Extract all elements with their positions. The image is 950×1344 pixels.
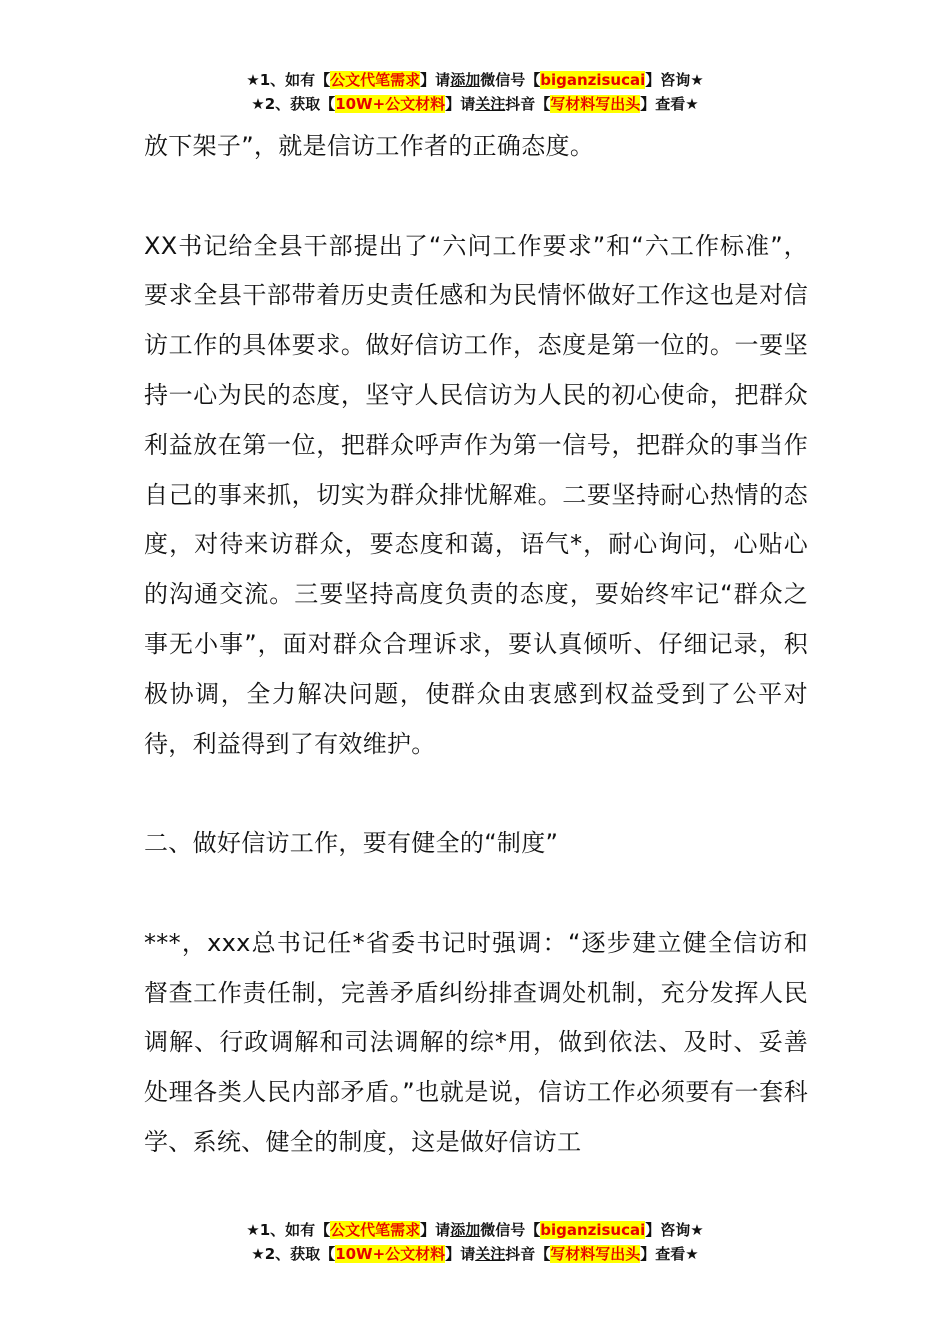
banner-text: 微信号【	[480, 1221, 541, 1239]
banner-text: 微信号【	[480, 71, 541, 89]
paragraph-gap	[144, 172, 808, 222]
paragraph-gap	[144, 769, 808, 819]
section-heading: 二、做好信访工作，要有健全的“制度”	[144, 829, 559, 858]
banner-text: 】请	[445, 1245, 476, 1263]
banner-text: ★2、获取【	[251, 95, 336, 113]
banner-text: 】查看★	[640, 1245, 699, 1263]
banner-text: ★2、获取【	[251, 1245, 336, 1263]
document-body	[144, 122, 808, 1208]
banner-text: 】咨询★	[645, 71, 704, 89]
banner-underline: 关注	[475, 95, 506, 113]
banner-line-1	[0, 68, 950, 92]
banner-line-1	[0, 1218, 950, 1242]
banner-highlight: 写材料写出头	[550, 1245, 641, 1263]
banner-highlight: 公文代笔需求	[330, 1221, 421, 1239]
banner-underline: 添加	[450, 1221, 481, 1239]
paragraph-gap	[144, 869, 808, 919]
paragraph: XX书记给全县干部提出了“六问工作要求”和“六工作标准”，要求全县干部带着历史责任感和为民情怀做好工作这也是对信访工作的具体要求。做好信访工作，态度是第一位的。一要坚持一心为民的态度，坚守人民信访为人民的初心使命，把群众利益放在第一位，把群众呼声作为第一信号，把群众的事当作自己的事来抓，切实为群众排忧解难。二要坚持耐心热情的态度，对待来访群众，要态度和蔼，语气*，耐心询问，心贴心的沟通交流。三要坚持高度负责的态度，要始终牢记“群众之事无小事”，面对群众合理诉求，要认真倾听、仔细记录，积极协调，全力解决问题，使群众由衷感到权益受到了公平对待，利益得到了有效维护。	[144, 231, 808, 758]
paragraph: ***，xxx总书记任*省委书记时强调：“逐步建立健全信访和督查工作责任制，完善矛盾纠纷排查调处机制，充分发挥人民调解、行政调解和司法调解的综*用，做到依法、及时、妥善处理各类人民内部矛盾。”也就是说，信访工作必须要有一套科学、系统、健全的制度，这是做好信访工	[144, 928, 808, 1156]
footer-banner	[0, 1218, 950, 1266]
banner-text: 抖音【	[505, 95, 551, 113]
banner-text: ★1、如有【	[246, 1221, 331, 1239]
banner-text: 】请	[420, 71, 451, 89]
banner-highlight: biganzisucai	[540, 71, 646, 89]
banner-highlight: 10W+公文材料	[335, 1245, 446, 1263]
header-banner	[0, 68, 950, 116]
banner-text: ★1、如有【	[246, 71, 331, 89]
banner-text: 抖音【	[505, 1245, 551, 1263]
banner-highlight: biganzisucai	[540, 1221, 646, 1239]
banner-text: 】请	[445, 95, 476, 113]
banner-underline: 关注	[475, 1245, 506, 1263]
banner-text: 】咨询★	[645, 1221, 704, 1239]
banner-highlight: 写材料写出头	[550, 95, 641, 113]
banner-text: 】查看★	[640, 95, 699, 113]
banner-underline: 添加	[450, 71, 481, 89]
banner-highlight: 10W+公文材料	[335, 95, 446, 113]
banner-line-2	[0, 92, 950, 116]
banner-line-2	[0, 1242, 950, 1266]
paragraph: 放下架子”，就是信访工作者的正确态度。	[144, 132, 595, 160]
banner-text: 】请	[420, 1221, 451, 1239]
banner-highlight: 公文代笔需求	[330, 71, 421, 89]
